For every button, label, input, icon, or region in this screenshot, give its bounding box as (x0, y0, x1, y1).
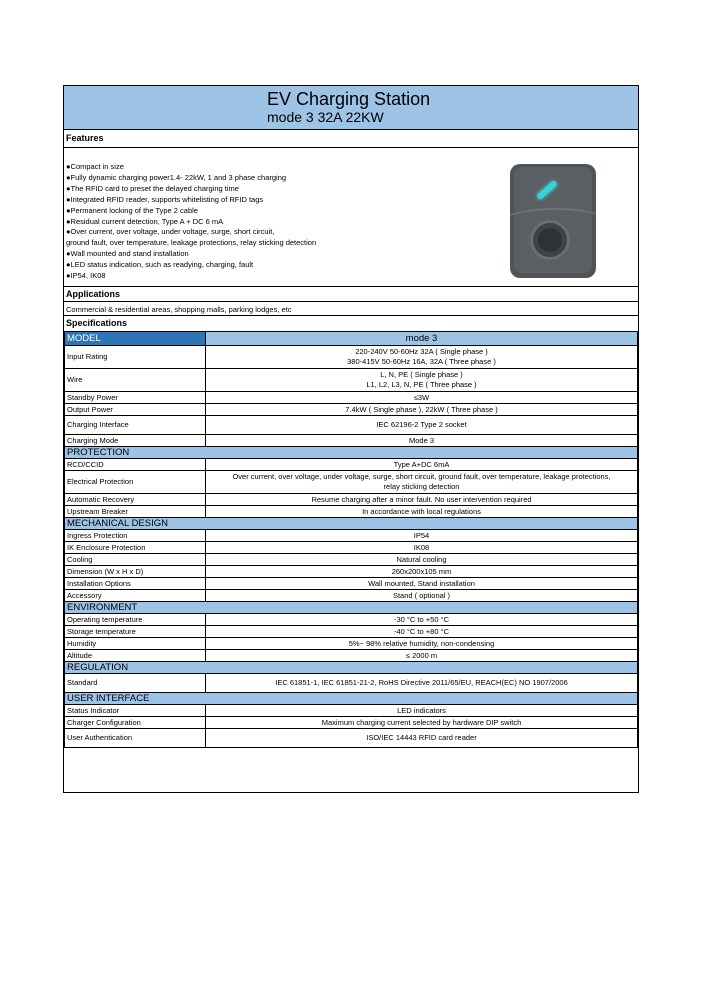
feature-list (66, 162, 506, 282)
spec-value-line: Stand ( optional ) (392, 590, 451, 600)
spec-value (206, 578, 638, 590)
spec-row (65, 459, 638, 471)
spec-value (206, 459, 638, 471)
spec-label: Standard (65, 674, 206, 693)
spec-value (206, 626, 638, 638)
section-header-row (65, 693, 638, 705)
spec-value (206, 471, 638, 494)
spec-value-line: L1, L2, L3, N, PE ( Three phase ) (366, 380, 477, 389)
spec-label: IK Enclosure Protection (65, 542, 206, 554)
spec-label: Operating temperature (65, 614, 206, 626)
spec-label: Output Power (65, 404, 206, 416)
document-title: EV Charging Station (267, 89, 431, 109)
spec-row (65, 729, 638, 748)
spec-row (65, 638, 638, 650)
spec-row (65, 578, 638, 590)
title-banner (64, 86, 638, 130)
spec-label: Humidity (65, 638, 206, 650)
applications-heading: Applications (66, 289, 121, 299)
section-header: PROTECTION (65, 447, 638, 459)
spec-label: Charger Configuration (65, 717, 206, 729)
feature-item: ●Compact in size (66, 162, 124, 171)
feature-item: ●Integrated RFID reader, supports whitelisting of RFID tags (66, 194, 264, 204)
feature-item: ●LED status indication, such as readying, charging, fault (66, 260, 254, 270)
spec-value-line: In accordance with local regulations (362, 506, 481, 516)
spec-label: Installation Options (65, 578, 206, 590)
spec-value-line: ≤ 2000 m (405, 650, 438, 660)
spec-value-line: Resume charging after a minor fault. No user intervention required (311, 494, 532, 504)
spec-label: RCD/CCID (65, 459, 206, 471)
spec-value (206, 392, 638, 404)
spec-value-line: IP54 (413, 530, 430, 540)
spec-value (206, 705, 638, 717)
specifications-table (64, 331, 638, 748)
model-value: mode 3 (206, 332, 638, 346)
spec-value-line: ≤3W (413, 392, 430, 402)
spec-row (65, 404, 638, 416)
spec-value (206, 554, 638, 566)
feature-item: ground fault, over temperature, leakage protections, relay sticking detection (66, 238, 317, 248)
divider (64, 301, 638, 302)
spec-value (206, 729, 638, 748)
specifications-heading: Specifications (66, 318, 128, 328)
spec-value-line: L, N, PE ( Single phase ) (380, 370, 463, 379)
spec-value-line: IEC 62196-2 Type 2 socket (376, 420, 467, 429)
spec-value (206, 494, 638, 506)
spec-row (65, 346, 638, 369)
spec-value (206, 650, 638, 662)
spec-value-line: relay sticking detection (383, 482, 460, 491)
spec-value (206, 717, 638, 729)
spec-row (65, 554, 638, 566)
spec-value (206, 566, 638, 578)
spec-label: Charging Mode (65, 435, 206, 447)
spec-value-line: Wall mounted, Stand installation (368, 578, 475, 588)
spec-value-line: Mode 3 (408, 435, 435, 445)
spec-value (206, 542, 638, 554)
divider (64, 315, 638, 316)
section-header: MECHANICAL DESIGN (65, 518, 638, 530)
feature-item: ●Residual current detection, Type A + DC 6 mA (66, 216, 224, 226)
spec-row (65, 626, 638, 638)
section-header: USER INTERFACE (65, 693, 638, 705)
spec-row (65, 674, 638, 693)
spec-value-line: Natural cooling (396, 554, 447, 564)
spec-row (65, 590, 638, 602)
feature-item: ●The RFID card to preset the delayed charging time (66, 183, 239, 193)
spec-row (65, 530, 638, 542)
spec-value-line: Over current, over voltage, under voltage, surge, short circuit, ground fault, over temperature, leakage protections, (232, 472, 611, 481)
spec-label: Altitude (65, 650, 206, 662)
spec-value-line: 380-415V 50-60Hz 16A, 32A ( Three phase ) (347, 357, 496, 366)
section-header-row (65, 662, 638, 674)
section-header-row (65, 447, 638, 459)
model-label: MODEL (65, 332, 206, 346)
section-header: ENVIRONMENT (65, 602, 638, 614)
spec-label: Status Indicator (65, 705, 206, 717)
spec-row (65, 416, 638, 435)
spec-row (65, 506, 638, 518)
spec-value-line: IK08 (413, 542, 430, 552)
feature-item: ●Wall mounted and stand installation (66, 249, 189, 259)
spec-value-line: Type A+DC 6mA (393, 459, 450, 469)
spec-row (65, 566, 638, 578)
spec-value (206, 404, 638, 416)
spec-label: Input Rating (65, 346, 206, 369)
spec-row (65, 435, 638, 447)
feature-item: ●Fully dynamic charging power1.4- 22kW, 1 and 3 phase charging (66, 172, 287, 182)
spec-value (206, 506, 638, 518)
socket-cap-graphic (538, 228, 562, 252)
spec-label: Electrical Protection (65, 471, 206, 494)
spec-label: Charging Interface (65, 416, 206, 435)
spec-value-line: -40 °C to +80 °C (394, 626, 449, 636)
spec-value-line: LED indicators (397, 705, 446, 715)
spec-label: Accessory (65, 590, 206, 602)
spec-row (65, 471, 638, 494)
feature-item: ●IP54, IK08 (66, 271, 106, 281)
spec-label: Dimension (W x H x D) (65, 566, 206, 578)
spec-value (206, 614, 638, 626)
spec-row (65, 494, 638, 506)
spec-row (65, 392, 638, 404)
spec-label: Cooling (65, 554, 206, 566)
section-header-row (65, 602, 638, 614)
spec-row (65, 717, 638, 729)
section-header: REGULATION (65, 662, 638, 674)
spec-value (206, 416, 638, 435)
spec-row (65, 542, 638, 554)
spec-value (206, 369, 638, 392)
spec-row (65, 650, 638, 662)
spec-value-line: 5%~ 98% relative humidity, non-condensing (348, 638, 495, 648)
spec-value (206, 638, 638, 650)
spec-value (206, 435, 638, 447)
feature-item: ●Over current, over voltage, under voltage, surge, short circuit, (66, 227, 275, 237)
feature-item: ●Permanent locking of the Type 2 cable (66, 205, 198, 215)
spec-row (65, 705, 638, 717)
spec-label: Storage temperature (65, 626, 206, 638)
spec-value-line: -30 °C to +50 °C (394, 614, 449, 624)
spec-row (65, 369, 638, 392)
divider (64, 147, 638, 148)
model-row (65, 332, 638, 346)
spec-value-line: 220-240V 50-60Hz 32A ( Single phase ) (355, 347, 488, 356)
applications-text: Commercial & residential areas, shopping malls, parking lodges, etc (66, 305, 292, 314)
spec-sheet (63, 85, 639, 793)
spec-label: Wire (65, 369, 206, 392)
spec-row (65, 614, 638, 626)
features-heading: Features (66, 133, 104, 143)
document-subtitle: mode 3 32A 22KW (267, 109, 384, 125)
spec-value (206, 590, 638, 602)
section-header-row (65, 518, 638, 530)
product-image (510, 164, 596, 278)
spec-label: Upstream Breaker (65, 506, 206, 518)
spec-value (206, 674, 638, 693)
spec-label: Standby Power (65, 392, 206, 404)
spec-label: Ingress Protection (65, 530, 206, 542)
spec-value-line: 7.4kW ( Single phase ), 22kW ( Three phase ) (345, 404, 498, 414)
spec-value-line: 260x200x105 mm (391, 566, 452, 576)
spec-label: Automatic Recovery (65, 494, 206, 506)
spec-label: User Authentication (65, 729, 206, 748)
spec-value-line: IEC 61851-1, IEC 61851-21-2, RoHS Directive 2011/65/EU, REACH(EC) NO 1907/2006 (275, 678, 568, 687)
spec-value (206, 346, 638, 369)
spec-value-line: ISO/IEC 14443 RFID card reader (366, 733, 477, 742)
divider (64, 286, 638, 287)
spec-value-line: Maximum charging current selected by hardware DIP switch (321, 717, 522, 727)
spec-value (206, 530, 638, 542)
